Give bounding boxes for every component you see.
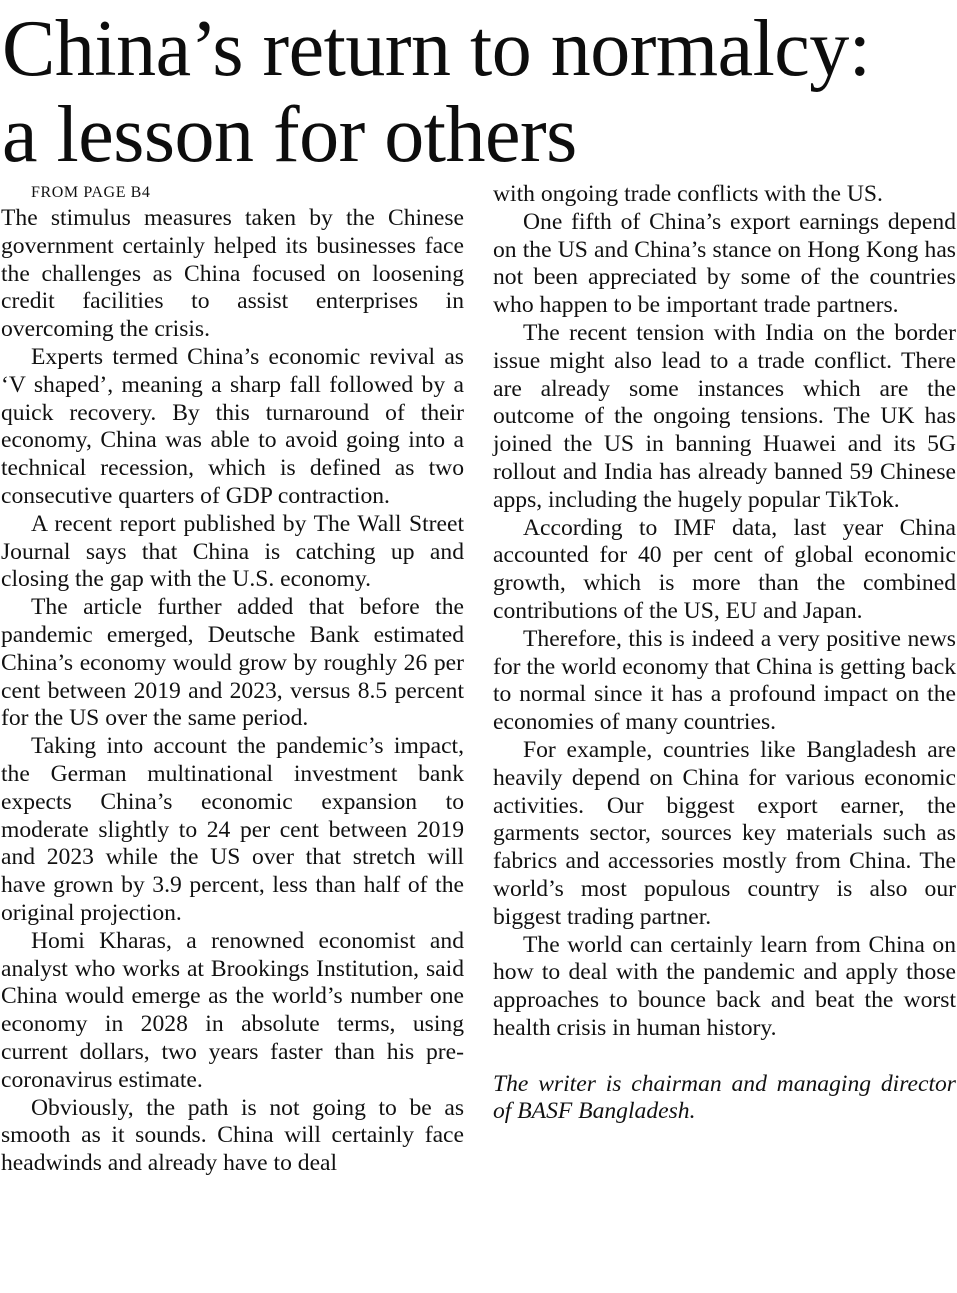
paragraph: The article further added that before the pandemic emerged, Deutsche Bank estimated China’s economy would grow by roughly 26 per cent between 2019 and 2023, versus 8.5 percent for the US over the same period. [1, 594, 464, 732]
paragraph: According to IMF data, last year China accounted for 40 per cent of global economic growth, which is more than the combined contributions of the US, EU and Japan. [493, 514, 956, 624]
paragraph: Homi Kharas, a renowned economist and analyst who works at Brookings Institution, said China would emerge as the world’s number one economy in 2028 in absolute terms, using current dollars, two years faster than his pre-coronavirus estimate. [1, 927, 464, 1093]
paragraph: Taking into account the pandemic’s impact, the German multinational investment bank expects China’s economic expansion to moderate slightly to 24 per cent between 2019 and 2023 while the US over that stretch will have grown by 3.9 percent, less than half of the original projection. [1, 733, 464, 926]
kicker-from-page: FROM PAGE B4 [31, 184, 151, 201]
paragraph: Obviously, the path is not going to be as smooth as it sounds. China will certainly face headwinds and already have to deal [1, 1094, 464, 1177]
article-column-right [493, 181, 956, 1126]
paragraph: For example, countries like Bangladesh are heavily depend on China for various economic activities. Our biggest export earner, the garments sector, sources key materials such as fabrics and accessories mostly from China. The world’s most populous country is also our biggest trading partner. [493, 736, 956, 930]
paragraph: The recent tension with India on the border issue might also lead to a trade conflict. There are already some instances which are the outcome of the ongoing tensions. The UK has joined the US in banning Huawei and its 5G rollout and India has already banned 59 Chinese apps, including the hugely popular TikTok. [493, 319, 956, 513]
article-column-left [1, 181, 464, 1178]
paragraph: Experts termed China’s economic revival as ‘V shaped’, meaning a sharp fall followed by a quick recovery. By this turnaround of their economy, China was able to avoid going into a technical recession, which is defined as two consecutive quarters of GDP contraction. [1, 343, 464, 509]
paragraph-continuation: with ongoing trade conflicts with the US. [493, 181, 883, 207]
paragraph: One fifth of China’s export earnings depend on the US and China’s stance on Hong Kong has not been appreciated by some of the countries who happen to be important trade partners. [493, 208, 956, 319]
paragraph: The world can certainly learn from China on how to deal with the pandemic and apply those approaches to bounce back and beat the worst health crisis in human history. [493, 931, 956, 1041]
paragraph: Therefore, this is indeed a very positive news for the world economy that China is getting back to normal since it has a profound impact on the economies of many countries. [493, 625, 956, 736]
author-byline: The writer is chairman and managing director of BASF Bangladesh. [493, 1070, 956, 1125]
paragraph: A recent report published by The Wall Street Journal says that China is catching up and closing the gap with the U.S. economy. [1, 510, 464, 593]
headline-line-2: a lesson for others [2, 91, 577, 179]
paragraph: The stimulus measures taken by the Chinese government certainly helped its businesses face the challenges as China focused on loosening credit facilities to assist enterprises in overcoming the crisis. [1, 205, 464, 343]
headline [2, 6, 957, 178]
headline-line-1: China’s return to normalcy: [2, 5, 871, 93]
